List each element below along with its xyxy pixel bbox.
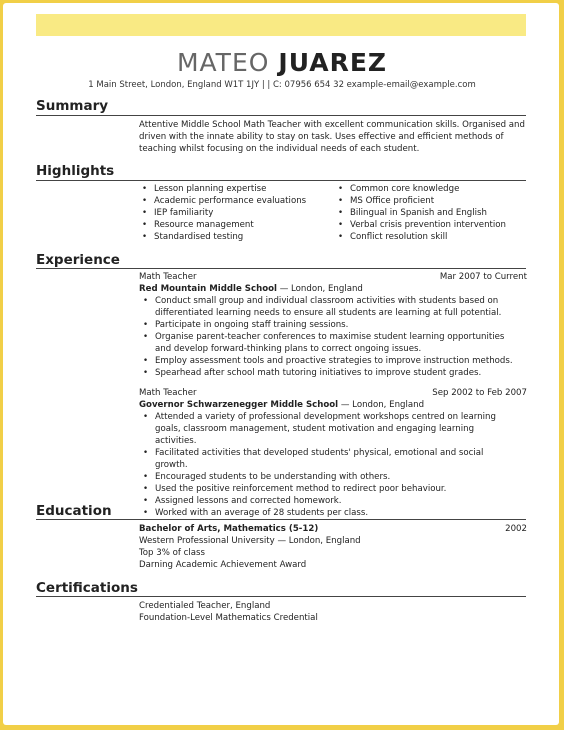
list-item: • Worked with an average of 28 students per class.: [139, 507, 514, 519]
list-item: • Participate in ongoing staff training sessions.: [139, 319, 514, 331]
list-item: • Facilitated activities that developed students' physical, emotional and social growth.: [139, 447, 514, 471]
list-item: • Standardised testing: [140, 231, 320, 243]
highlights-left-column: [140, 183, 320, 243]
list-item: • Verbal crisis prevention intervention: [336, 219, 526, 231]
section-divider: [36, 115, 526, 116]
school-location: — London, England: [274, 536, 361, 546]
highlights-right-column: [336, 183, 526, 243]
header-accent-bar: [36, 14, 526, 36]
list-item: • Attended a variety of professional development workshops centred on learning goals, classroom management, student motivation and engaging learning activities.: [139, 411, 514, 447]
job-location: — London, England: [276, 284, 363, 294]
list-item: • Bilingual in Spanish and English: [336, 207, 526, 219]
list-item: • Resource management: [140, 219, 320, 231]
list-item: • MS Office proficient: [336, 195, 526, 207]
list-item: • Lesson planning expertise: [140, 183, 320, 195]
experience-section: [36, 252, 526, 268]
candidate-name: [0, 48, 564, 77]
education-entry: [139, 523, 527, 571]
list-item: • Encouraged students to be understanding with others.: [139, 471, 514, 483]
education-section: [36, 503, 526, 519]
job-entry: [139, 387, 527, 519]
education-detail: Darning Academic Achievement Award: [139, 560, 307, 570]
section-title: Experience: [36, 252, 120, 268]
school-name: Western Professional University: [139, 536, 275, 546]
list-item: • Spearhead after school math tutoring initiatives to improve student grades.: [139, 367, 514, 379]
section-title: Education: [36, 503, 112, 519]
section-title: Summary: [36, 98, 109, 114]
certification-item: Foundation-Level Mathematics Credential: [139, 613, 318, 623]
graduation-year: 2002: [505, 524, 527, 534]
section-divider: [36, 268, 526, 269]
summary-section: [36, 98, 526, 114]
summary-text: Attentive Middle School Math Teacher with excellent communication skills. Organised and driven with the innate ability to stay on task. Uses effective and efficient methods of teaching whilst focusing on the individual needs of each student.: [139, 120, 525, 154]
list-item: • Common core knowledge: [336, 183, 526, 195]
degree-name: Bachelor of Arts, Mathematics (5-12): [139, 524, 319, 534]
last-name: JUAREZ: [278, 48, 388, 77]
job-entry: [139, 271, 527, 379]
job-dates: Mar 2007 to Current: [439, 272, 527, 282]
section-title: Certifications: [36, 580, 138, 596]
list-item: • Academic performance evaluations: [140, 195, 320, 207]
list-item: • Used the positive reinforcement method to redirect poor behaviour.: [139, 483, 514, 495]
certifications-section: [36, 580, 526, 596]
list-item: • Conflict resolution skill: [336, 231, 526, 243]
job-title: Math Teacher: [139, 272, 197, 282]
education-detail: Top 3% of class: [139, 548, 205, 558]
section-divider: [36, 596, 526, 597]
list-item: • Conduct small group and individual classroom activities with students based on differentiated learning needs to ensure all students are learning at full potential.: [139, 295, 514, 319]
list-item: • Organise parent-teacher conferences to maximise student learning opportunities and develop forward-thinking plans to correct ongoing issues.: [139, 331, 514, 355]
section-divider: [36, 519, 526, 520]
contact-line: 1 Main Street, London, England W1T 1JY | | C: 07956 654 32 example-email@example.com: [88, 80, 476, 90]
employer-name: Red Mountain Middle School: [139, 284, 277, 294]
section-divider: [36, 180, 526, 181]
certifications-list: [139, 600, 527, 624]
section-title: Highlights: [36, 163, 115, 179]
first-name: MATEO: [176, 48, 270, 77]
highlights-section: [36, 163, 526, 179]
employer-name: Governor Schwarzenegger Middle School: [139, 400, 339, 410]
list-item: • Employ assessment tools and proactive strategies to improve instruction methods.: [139, 355, 514, 367]
list-item: • IEP familiarity: [140, 207, 320, 219]
job-dates: Sep 2002 to Feb 2007: [432, 388, 527, 398]
certification-item: Credentialed Teacher, England: [139, 601, 271, 611]
job-location: — London, England: [338, 400, 425, 410]
job-title: Math Teacher: [139, 388, 197, 398]
list-item: • Assigned lessons and corrected homework.: [139, 495, 514, 507]
